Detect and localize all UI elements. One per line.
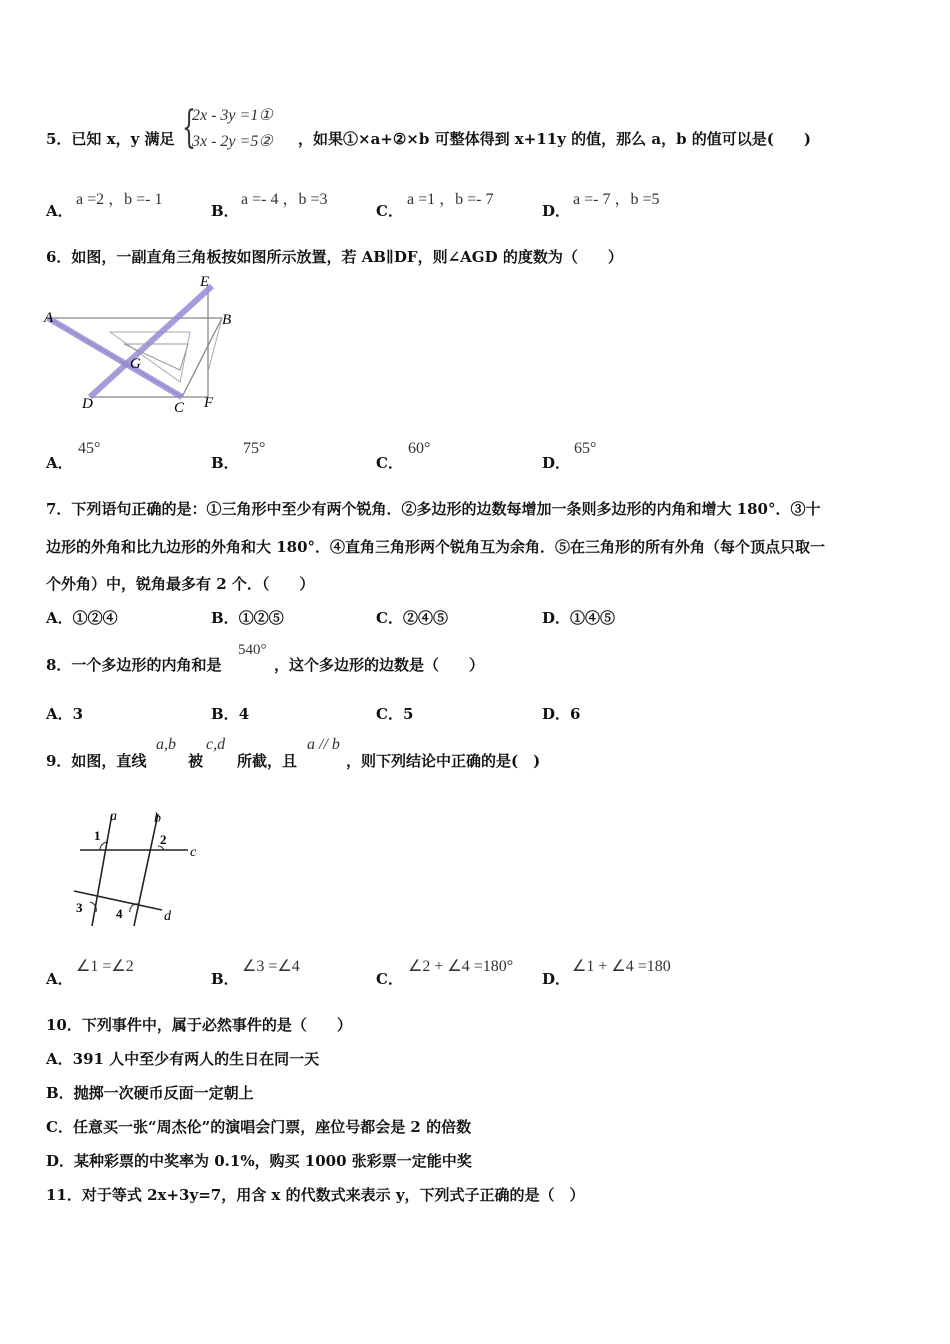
- label-b: B: [222, 312, 232, 328]
- q11-text: 11．对于等式 2x+3y=7，用含 x 的代数式来表示 y，下列式子正确的是（ ）: [46, 1186, 585, 1204]
- option-letter: C．: [376, 609, 403, 627]
- option-text: ②④⑤: [402, 609, 448, 627]
- q9-p3: 所截，且: [237, 752, 298, 770]
- label-b: b: [154, 811, 161, 826]
- option-letter: D．: [542, 454, 571, 472]
- option-text: 3: [72, 705, 84, 723]
- label-c: C: [174, 400, 185, 416]
- brace-icon: {: [182, 102, 196, 153]
- option-letter: D．: [542, 202, 571, 220]
- line-b: [134, 814, 158, 926]
- label-d: d: [164, 909, 171, 924]
- option-letter: D．: [542, 970, 571, 988]
- option-letter: C．: [376, 454, 403, 472]
- q9-parallel-lines-figure: [66, 806, 216, 931]
- option-text: 5: [402, 705, 414, 723]
- q7-option-c[interactable]: [376, 607, 448, 628]
- q10-text: 10．下列事件中，属于必然事件的是（ ）: [46, 1016, 352, 1034]
- q6-text: 6．如图，一副直角三角板按如图所示放置，若 AB∥DF，则∠AGD 的度数为（ ）: [46, 248, 623, 266]
- q10-option-a[interactable]: A．391 人中至少有两人的生日在同一天: [46, 1050, 320, 1068]
- q5-equation-system: [182, 103, 302, 155]
- option-letter: C．: [376, 970, 403, 988]
- q5-suffix: ，如果①×a+②×b 可整体得到 x+11y 的值，那么 a，b 的值可以是( ): [298, 130, 811, 148]
- option-text: ①②④: [72, 609, 118, 627]
- q8-prefix: 8．一个多边形的内角和是: [46, 656, 222, 674]
- label-2: 2: [160, 832, 167, 847]
- q9-option-d[interactable]: [542, 968, 570, 989]
- q9-option-a[interactable]: [46, 968, 73, 989]
- q8-option-b[interactable]: [211, 703, 249, 724]
- option-letter: D．: [542, 609, 571, 627]
- option-letter: B．: [211, 609, 239, 627]
- q5-option-b[interactable]: [211, 200, 239, 221]
- label-d: D: [82, 396, 93, 412]
- q9-option-d-math: ∠1 + ∠4 =180: [572, 958, 671, 975]
- q7-option-d[interactable]: [542, 607, 615, 628]
- q6-triangle-figure: [40, 272, 250, 417]
- q5-option-d-math: a =- 7 ，b =5: [573, 191, 660, 208]
- option-text: ①②⑤: [238, 609, 284, 627]
- q6-option-b-math: 75°: [243, 440, 266, 457]
- option-letter: C．: [376, 705, 403, 723]
- q9-m1: a,b: [156, 736, 176, 753]
- option-letter: A．: [46, 705, 73, 723]
- option-text: ①④⑤: [570, 609, 616, 627]
- q10-option-d[interactable]: D．某种彩票的中奖率为 0.1%，购买 1000 张彩票一定能中奖: [46, 1152, 472, 1170]
- q10-option-c[interactable]: C．任意买一张“周杰伦”的演唱会门票，座位号都会是 2 的倍数: [46, 1118, 472, 1136]
- q7-line3: 个外角）中，锐角最多有 2 个．（ ）: [46, 575, 315, 593]
- label-g: G: [130, 356, 141, 372]
- option-letter: B．: [211, 454, 239, 472]
- q9-p4: ，则下列结论中正确的是( ): [346, 752, 541, 770]
- label-4: 4: [116, 906, 123, 921]
- q5-option-b-math: a =- 4 ，b =3: [241, 191, 328, 208]
- label-1: 1: [94, 828, 101, 843]
- q9-m3: a // b: [307, 736, 340, 753]
- q6-option-a-math: 45°: [78, 440, 101, 457]
- option-letter: D．: [542, 705, 571, 723]
- q5-option-c-math: a =1 ，b =- 7: [407, 191, 494, 208]
- q9-m2: c,d: [206, 736, 226, 753]
- label-e: E: [200, 274, 210, 290]
- label-a: a: [110, 809, 117, 824]
- q6-option-c[interactable]: [376, 452, 403, 473]
- q7-option-b[interactable]: [211, 607, 284, 628]
- q6-option-d[interactable]: [542, 452, 570, 473]
- option-letter: B．: [211, 970, 239, 988]
- label-3: 3: [76, 900, 83, 915]
- label-a: A: [44, 310, 54, 326]
- option-letter: A．: [46, 202, 73, 220]
- q5-option-a-math: a =2 ，b =- 1: [76, 191, 163, 208]
- q5-eq1: 2x - 3y =1①: [192, 107, 273, 124]
- q5-option-d[interactable]: [542, 200, 570, 221]
- q5-option-c[interactable]: [376, 200, 403, 221]
- q6-option-a[interactable]: [46, 452, 73, 473]
- option-letter: C．: [376, 202, 403, 220]
- q5-eq2: 3x - 2y =5②: [192, 133, 273, 150]
- q6-option-c-math: 60°: [408, 440, 431, 457]
- q7-line1: 7．下列语句正确的是：①三角形中至少有两个锐角．②多边形的边数每增加一条则多边形的内角和增大 180°．③十: [46, 500, 821, 518]
- option-letter: A．: [46, 454, 73, 472]
- q8-option-c[interactable]: [376, 703, 413, 724]
- q9-option-b[interactable]: [211, 968, 239, 989]
- q7-option-a[interactable]: [46, 607, 118, 628]
- q9-p2: 被: [188, 752, 204, 770]
- q6-option-b[interactable]: [211, 452, 239, 473]
- label-f: F: [204, 395, 214, 411]
- q9-p1: 9．如图，直线: [46, 752, 147, 770]
- q9-option-b-math: ∠3 =∠4: [242, 958, 300, 975]
- q7-line2: 边形的外角和比九边形的外角和大 180°．④直角三角形两个锐角互为余角．⑤在三角形的所有外角（每个顶点只取一: [46, 538, 826, 556]
- option-letter: A．: [46, 609, 73, 627]
- option-text: 4: [238, 705, 250, 723]
- label-c: c: [190, 845, 197, 860]
- q8-math: 540°: [238, 642, 267, 658]
- q9-option-c-math: ∠2 + ∠4 =180°: [408, 958, 514, 975]
- q8-option-d[interactable]: [542, 703, 580, 724]
- q9-option-c[interactable]: [376, 968, 403, 989]
- q8-suffix: ，这个多边形的边数是（ ）: [274, 656, 485, 674]
- q8-option-a[interactable]: [46, 703, 83, 724]
- q9-option-a-math: ∠1 =∠2: [76, 958, 134, 975]
- option-text: 6: [570, 705, 581, 723]
- option-letter: A．: [46, 970, 73, 988]
- q5-option-a[interactable]: [46, 200, 73, 221]
- q6-option-d-math: 65°: [574, 440, 597, 457]
- edge-b: [208, 318, 222, 372]
- option-letter: B．: [211, 202, 239, 220]
- option-letter: B．: [211, 705, 239, 723]
- q5-prefix: 5．已知 x，y 满足: [46, 130, 175, 148]
- q10-option-b[interactable]: B．抛掷一次硬币反面一定朝上: [46, 1084, 254, 1102]
